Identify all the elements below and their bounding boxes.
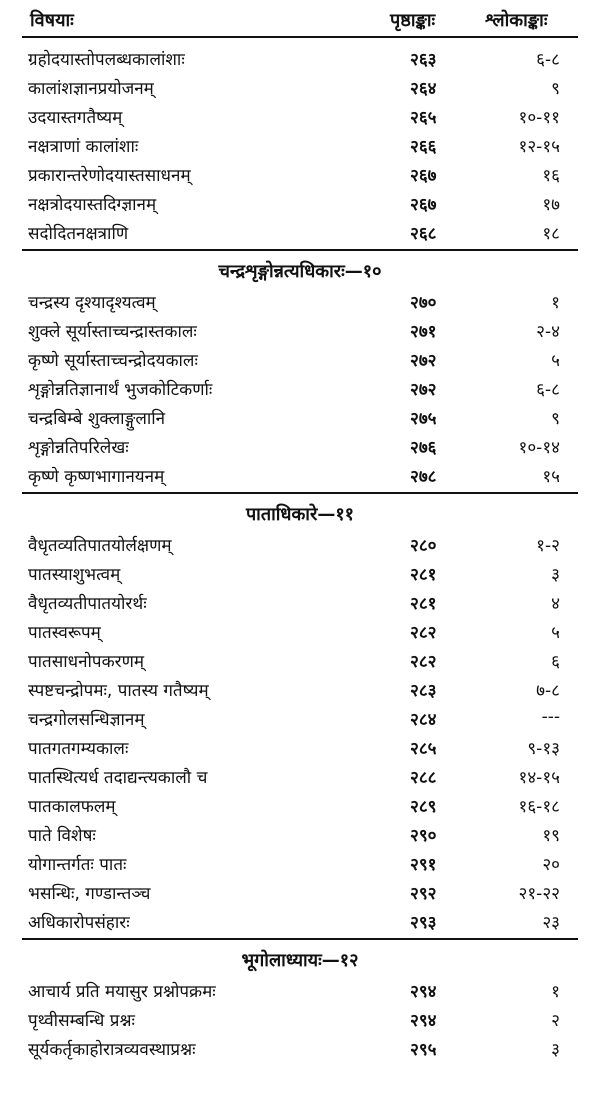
entry-page-number: २९० xyxy=(410,826,437,846)
entry-title: पातस्वरूपम् xyxy=(28,623,101,643)
entry-verse-number: १७ xyxy=(542,195,560,215)
section-heading-text: पाताधिकारे—११ xyxy=(245,504,355,525)
entry-page-number: २८१ xyxy=(410,594,437,614)
entry-title: पातगतगम्यकालः xyxy=(28,739,129,759)
section-heading-text: भूगोलाध्यायः—१२ xyxy=(241,950,359,971)
toc-row xyxy=(0,617,600,646)
entry-page-number: २८२ xyxy=(410,652,437,672)
entry-verse-number: २-४ xyxy=(536,322,560,342)
entry-page-number: २६७ xyxy=(410,195,437,215)
toc-row xyxy=(0,403,600,432)
entry-page-number: २७६ xyxy=(410,438,437,458)
entry-title: कालांशज्ञानप्रयोजनम् xyxy=(28,79,154,99)
toc-row xyxy=(0,287,600,316)
entry-page-number: २८० xyxy=(410,536,437,556)
entry-title: नक्षत्रोदयास्तदिग्ज्ञानम् xyxy=(28,195,157,215)
section-heading xyxy=(0,251,600,287)
entry-verse-number: ९ xyxy=(551,409,560,429)
entry-page-number: २८३ xyxy=(410,681,437,701)
toc-row xyxy=(0,160,600,189)
toc-row xyxy=(0,461,600,490)
entry-verse-number: १०-१४ xyxy=(518,438,560,458)
entry-title: सूर्यकर्तृकाहोरात्रव्यवस्थाप्रश्नः xyxy=(28,1040,196,1060)
entry-title: पातस्थित्यर्ध तदाद्यन्त्यकालौ च xyxy=(28,768,208,788)
entry-page-number: २७५ xyxy=(410,409,437,429)
entry-verse-number: २३ xyxy=(542,913,560,933)
entry-verse-number: ४ xyxy=(551,594,560,614)
toc-row xyxy=(0,588,600,617)
entry-title: प्रकारान्तरेणोदयास्तसाधनम् xyxy=(28,166,191,186)
entry-title: पाते विशेषः xyxy=(28,826,96,846)
toc-row xyxy=(0,189,600,218)
toc-row xyxy=(0,1005,600,1034)
entry-title: पातस्याशुभत्वम् xyxy=(28,565,121,585)
entry-page-number: २६८ xyxy=(410,224,437,244)
entry-verse-number: १०-११ xyxy=(518,108,560,128)
toc-row xyxy=(0,316,600,345)
entry-title: नक्षत्राणां कालांशाः xyxy=(28,137,139,157)
entry-title: चन्द्रबिम्बे शुक्लाङ्गुलानि xyxy=(28,409,166,429)
toc-row xyxy=(0,102,600,131)
toc-body xyxy=(0,44,600,1063)
entry-verse-number: १४-१५ xyxy=(518,768,560,788)
entry-page-number: २७२ xyxy=(410,380,437,400)
entry-title: उदयास्तगतैष्यम् xyxy=(28,108,123,128)
toc-row xyxy=(0,73,600,102)
entry-verse-number: १२-१५ xyxy=(518,137,560,157)
entry-page-number: २६५ xyxy=(410,108,437,128)
entry-title: वैधृतव्यतीपातयोरर्थः xyxy=(28,594,147,614)
entry-verse-number: १५ xyxy=(542,467,560,487)
toc-row xyxy=(0,704,600,733)
entry-page-number: २७० xyxy=(410,293,437,313)
toc-row xyxy=(0,820,600,849)
table-header xyxy=(0,6,600,36)
toc-section xyxy=(0,494,600,940)
entry-title: शुक्ले सूर्यास्ताच्चन्द्रास्तकालः xyxy=(28,322,197,342)
section-heading xyxy=(0,494,600,530)
entry-title: भसन्धिः, गण्डान्तञ्च xyxy=(28,884,151,904)
verse-column-header: श्लोकाङ्काः xyxy=(485,10,548,31)
toc-section xyxy=(0,940,600,1063)
entry-title: सदोदितनक्षत्राणि xyxy=(28,224,129,244)
entry-page-number: २९५ xyxy=(410,1040,437,1060)
toc-row xyxy=(0,44,600,73)
entry-title: अधिकारोपसंहारः xyxy=(28,913,130,933)
entry-page-number: २९३ xyxy=(410,913,437,933)
entry-verse-number: १९ xyxy=(542,826,560,846)
entry-verse-number: २१-२२ xyxy=(518,884,560,904)
entry-verse-number: १६-१८ xyxy=(518,797,560,817)
toc-row xyxy=(0,976,600,1005)
entry-page-number: २७१ xyxy=(410,322,437,342)
entry-page-number: २७२ xyxy=(410,351,437,371)
entry-page-number: २६७ xyxy=(410,166,437,186)
entry-title: शृङ्गोन्नतिज्ञानार्थं भुजकोटिकर्णाः xyxy=(28,380,213,400)
toc-row xyxy=(0,878,600,907)
entry-title: पातकालफलम् xyxy=(28,797,116,817)
entry-title: आचार्य प्रति मयासुर प्रश्नोपक्रमः xyxy=(28,982,216,1002)
entry-page-number: २९४ xyxy=(410,982,437,1002)
entry-title: चन्द्रगोलसन्धिज्ञानम् xyxy=(28,710,145,730)
toc-section xyxy=(0,251,600,494)
entry-page-number: २८४ xyxy=(410,710,437,730)
toc-row xyxy=(0,218,600,247)
entry-page-number: २९२ xyxy=(410,884,437,904)
toc-row xyxy=(0,733,600,762)
entry-verse-number: ९ xyxy=(551,79,560,99)
section-heading-text: चन्द्रशृङ्गोन्नत्यधिकारः—१० xyxy=(218,261,382,282)
entry-title: स्पष्टचन्द्रोपमः, पातस्य गतैष्यम् xyxy=(28,681,209,701)
entry-verse-number: ५ xyxy=(551,351,560,371)
entry-verse-number: ६-८ xyxy=(536,380,560,400)
entry-page-number: २७८ xyxy=(410,467,437,487)
entry-verse-number: ९-१३ xyxy=(527,739,560,759)
entry-title: ग्रहोदयास्तोपलब्धकालांशाः xyxy=(28,50,185,70)
toc-row xyxy=(0,530,600,559)
toc-row xyxy=(0,849,600,878)
entry-verse-number: ६-८ xyxy=(536,50,560,70)
entry-verse-number: ७-८ xyxy=(536,681,560,701)
entry-page-number: २६३ xyxy=(410,50,437,70)
toc-row xyxy=(0,345,600,374)
entry-verse-number: ३ xyxy=(551,565,560,585)
entry-title: योगान्तर्गतः पातः xyxy=(28,855,127,875)
section-heading xyxy=(0,940,600,976)
entry-title: कृष्णे सूर्यास्ताच्चन्द्रोदयकालः xyxy=(28,351,198,371)
entry-page-number: २८९ xyxy=(410,797,437,817)
entry-title: पातसाधनोपकरणम् xyxy=(28,652,145,672)
toc-row xyxy=(0,907,600,936)
entry-verse-number: २ xyxy=(551,1011,560,1031)
entry-page-number: २८२ xyxy=(410,623,437,643)
header-rule xyxy=(22,36,578,38)
toc-row xyxy=(0,762,600,791)
toc-row xyxy=(0,646,600,675)
entry-page-number: २६६ xyxy=(410,137,437,157)
toc-row xyxy=(0,791,600,820)
entry-title: कृष्णे कृष्णभागानयनम् xyxy=(28,467,165,487)
entry-verse-number: १-२ xyxy=(536,536,560,556)
entry-verse-number: --- xyxy=(541,707,560,727)
entry-verse-number: ५ xyxy=(551,623,560,643)
toc-row xyxy=(0,432,600,461)
entry-title: चन्द्रस्य दृश्यादृश्यत्वम् xyxy=(28,293,156,313)
page-column-header: पृष्ठाङ्काः xyxy=(390,10,436,31)
entry-title: शृङ्गोन्नतिपरिलेखः xyxy=(28,438,129,458)
entry-title: पृथ्वीसम्बन्धि प्रश्नः xyxy=(28,1011,135,1031)
toc-row xyxy=(0,131,600,160)
toc-row xyxy=(0,559,600,588)
toc-row xyxy=(0,374,600,403)
toc-row xyxy=(0,1034,600,1063)
toc-row xyxy=(0,675,600,704)
entry-page-number: २८८ xyxy=(410,768,437,788)
entry-page-number: २९४ xyxy=(410,1011,437,1031)
entry-verse-number: ६ xyxy=(551,652,560,672)
entry-page-number: २९१ xyxy=(410,855,437,875)
entry-page-number: २८१ xyxy=(410,565,437,585)
toc-section xyxy=(0,44,600,251)
entry-page-number: २६४ xyxy=(410,79,437,99)
entry-verse-number: १ xyxy=(551,982,560,1002)
entry-verse-number: ३ xyxy=(551,1040,560,1060)
entry-page-number: २८५ xyxy=(410,739,437,759)
entry-verse-number: १८ xyxy=(542,224,560,244)
entry-verse-number: २० xyxy=(542,855,560,875)
entry-verse-number: १ xyxy=(551,293,560,313)
subject-column-header: विषयाः xyxy=(30,10,74,31)
entry-verse-number: १६ xyxy=(542,166,560,186)
entry-title: वैधृतव्यतिपातयोर्लक्षणम् xyxy=(28,536,172,556)
